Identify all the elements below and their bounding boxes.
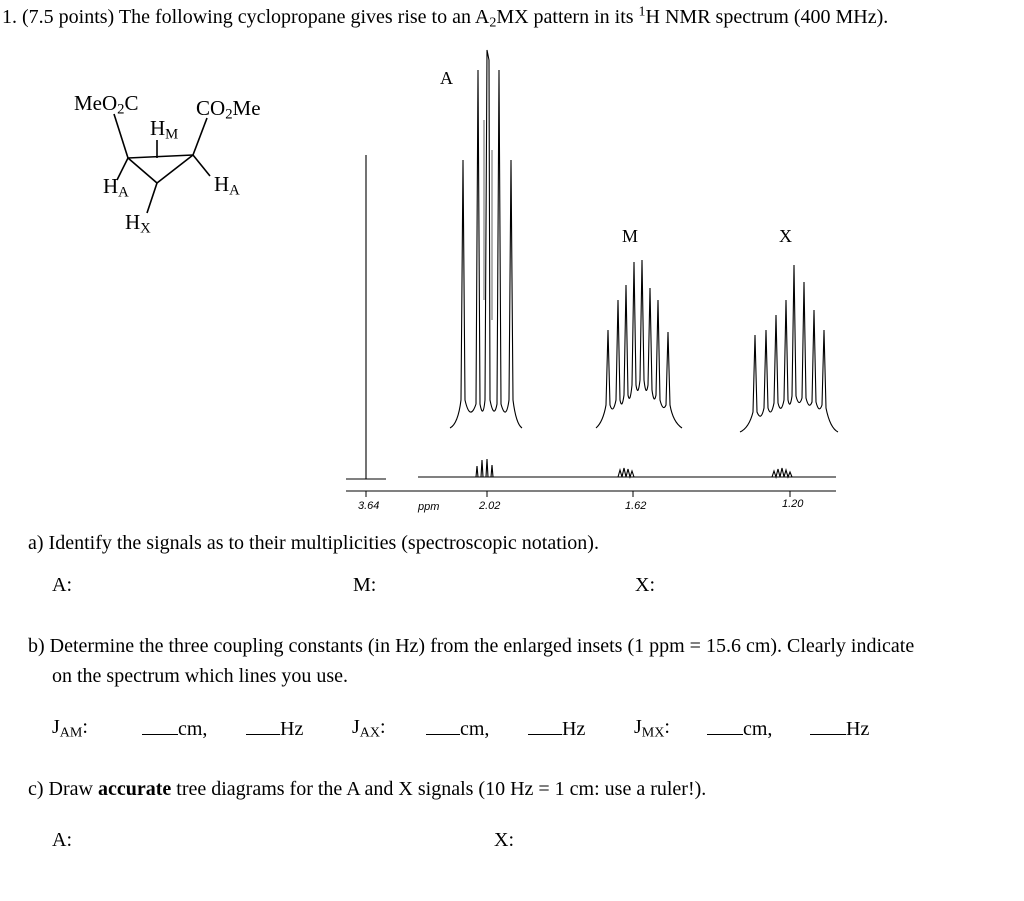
ester-left-label: MeO$_2$C [74,91,139,118]
tick-label-202: 2.02 [479,500,501,512]
part-a-x-label: X: [635,574,655,596]
j-mx-hz-answer[interactable]: Hz [810,716,869,741]
j-am-label: $J_{AM}$: [52,716,88,741]
inset-m [596,260,682,428]
j-am-hz-answer[interactable]: Hz [246,716,303,741]
part-a-a-label: A: [52,574,72,596]
j-mx-cm-answer[interactable]: cm, [707,716,772,741]
h-a-left-label: $H_A$ [103,174,129,201]
part-c-prompt: c) Draw accurate tree diagrams for the A and X signals (10 Hz = 1 cm: use a ruler!). [28,778,707,800]
part-b-prompt-line2: on the spectrum which lines you use. [52,665,349,687]
part-a-m-label: M: [353,574,377,596]
h-a-right-label: $H_A$ [214,172,240,199]
j-ax-label: $J_{AX}$: [352,716,386,741]
part-a-prompt: a) Identify the signals as to their multiplicities (spectroscopic notation). [28,532,599,554]
inset-a [450,50,522,428]
ester-right-label: $CO_2Me$ [196,96,261,123]
inset-x [740,265,838,432]
question-intro: The following cyclopropane gives rise to an $A_2MX$ pattern in its $^1$H NMR spectrum (400 MHz). [118,4,889,31]
tick-label-120: 1.20 [782,498,804,510]
baseline-x-multiplet [772,468,792,477]
ppm-label: ppm [418,501,440,513]
tick-label-364: 3.64 [358,500,380,512]
baseline-m-multiplet [618,468,634,477]
question-points: (7.5 points) [22,6,115,28]
question-number: 1. [2,6,17,28]
baseline-a-multiplet [470,459,498,477]
j-ax-hz-answer[interactable]: Hz [528,716,585,741]
part-b-prompt-line1: b) Determine the three coupling constants (in Hz) from the enlarged insets (1 ppm = 15.6 cm). Clearly indicate [28,635,915,657]
peak-label-x: X [779,226,792,246]
peak-label-m: M [622,226,639,246]
part-c-x-label: X: [494,829,514,851]
peak-label-a: A [440,68,453,88]
part-c-a-label: A: [52,829,72,851]
h-m-label: $H_M$ [150,116,179,143]
h-x-label: $H_X$ [125,210,151,237]
tick-label-162: 1.62 [625,500,647,512]
j-mx-label: $J_{MX}$: [634,716,670,741]
j-am-cm-answer[interactable]: cm, [142,716,207,741]
j-ax-cm-answer[interactable]: cm, [426,716,489,741]
